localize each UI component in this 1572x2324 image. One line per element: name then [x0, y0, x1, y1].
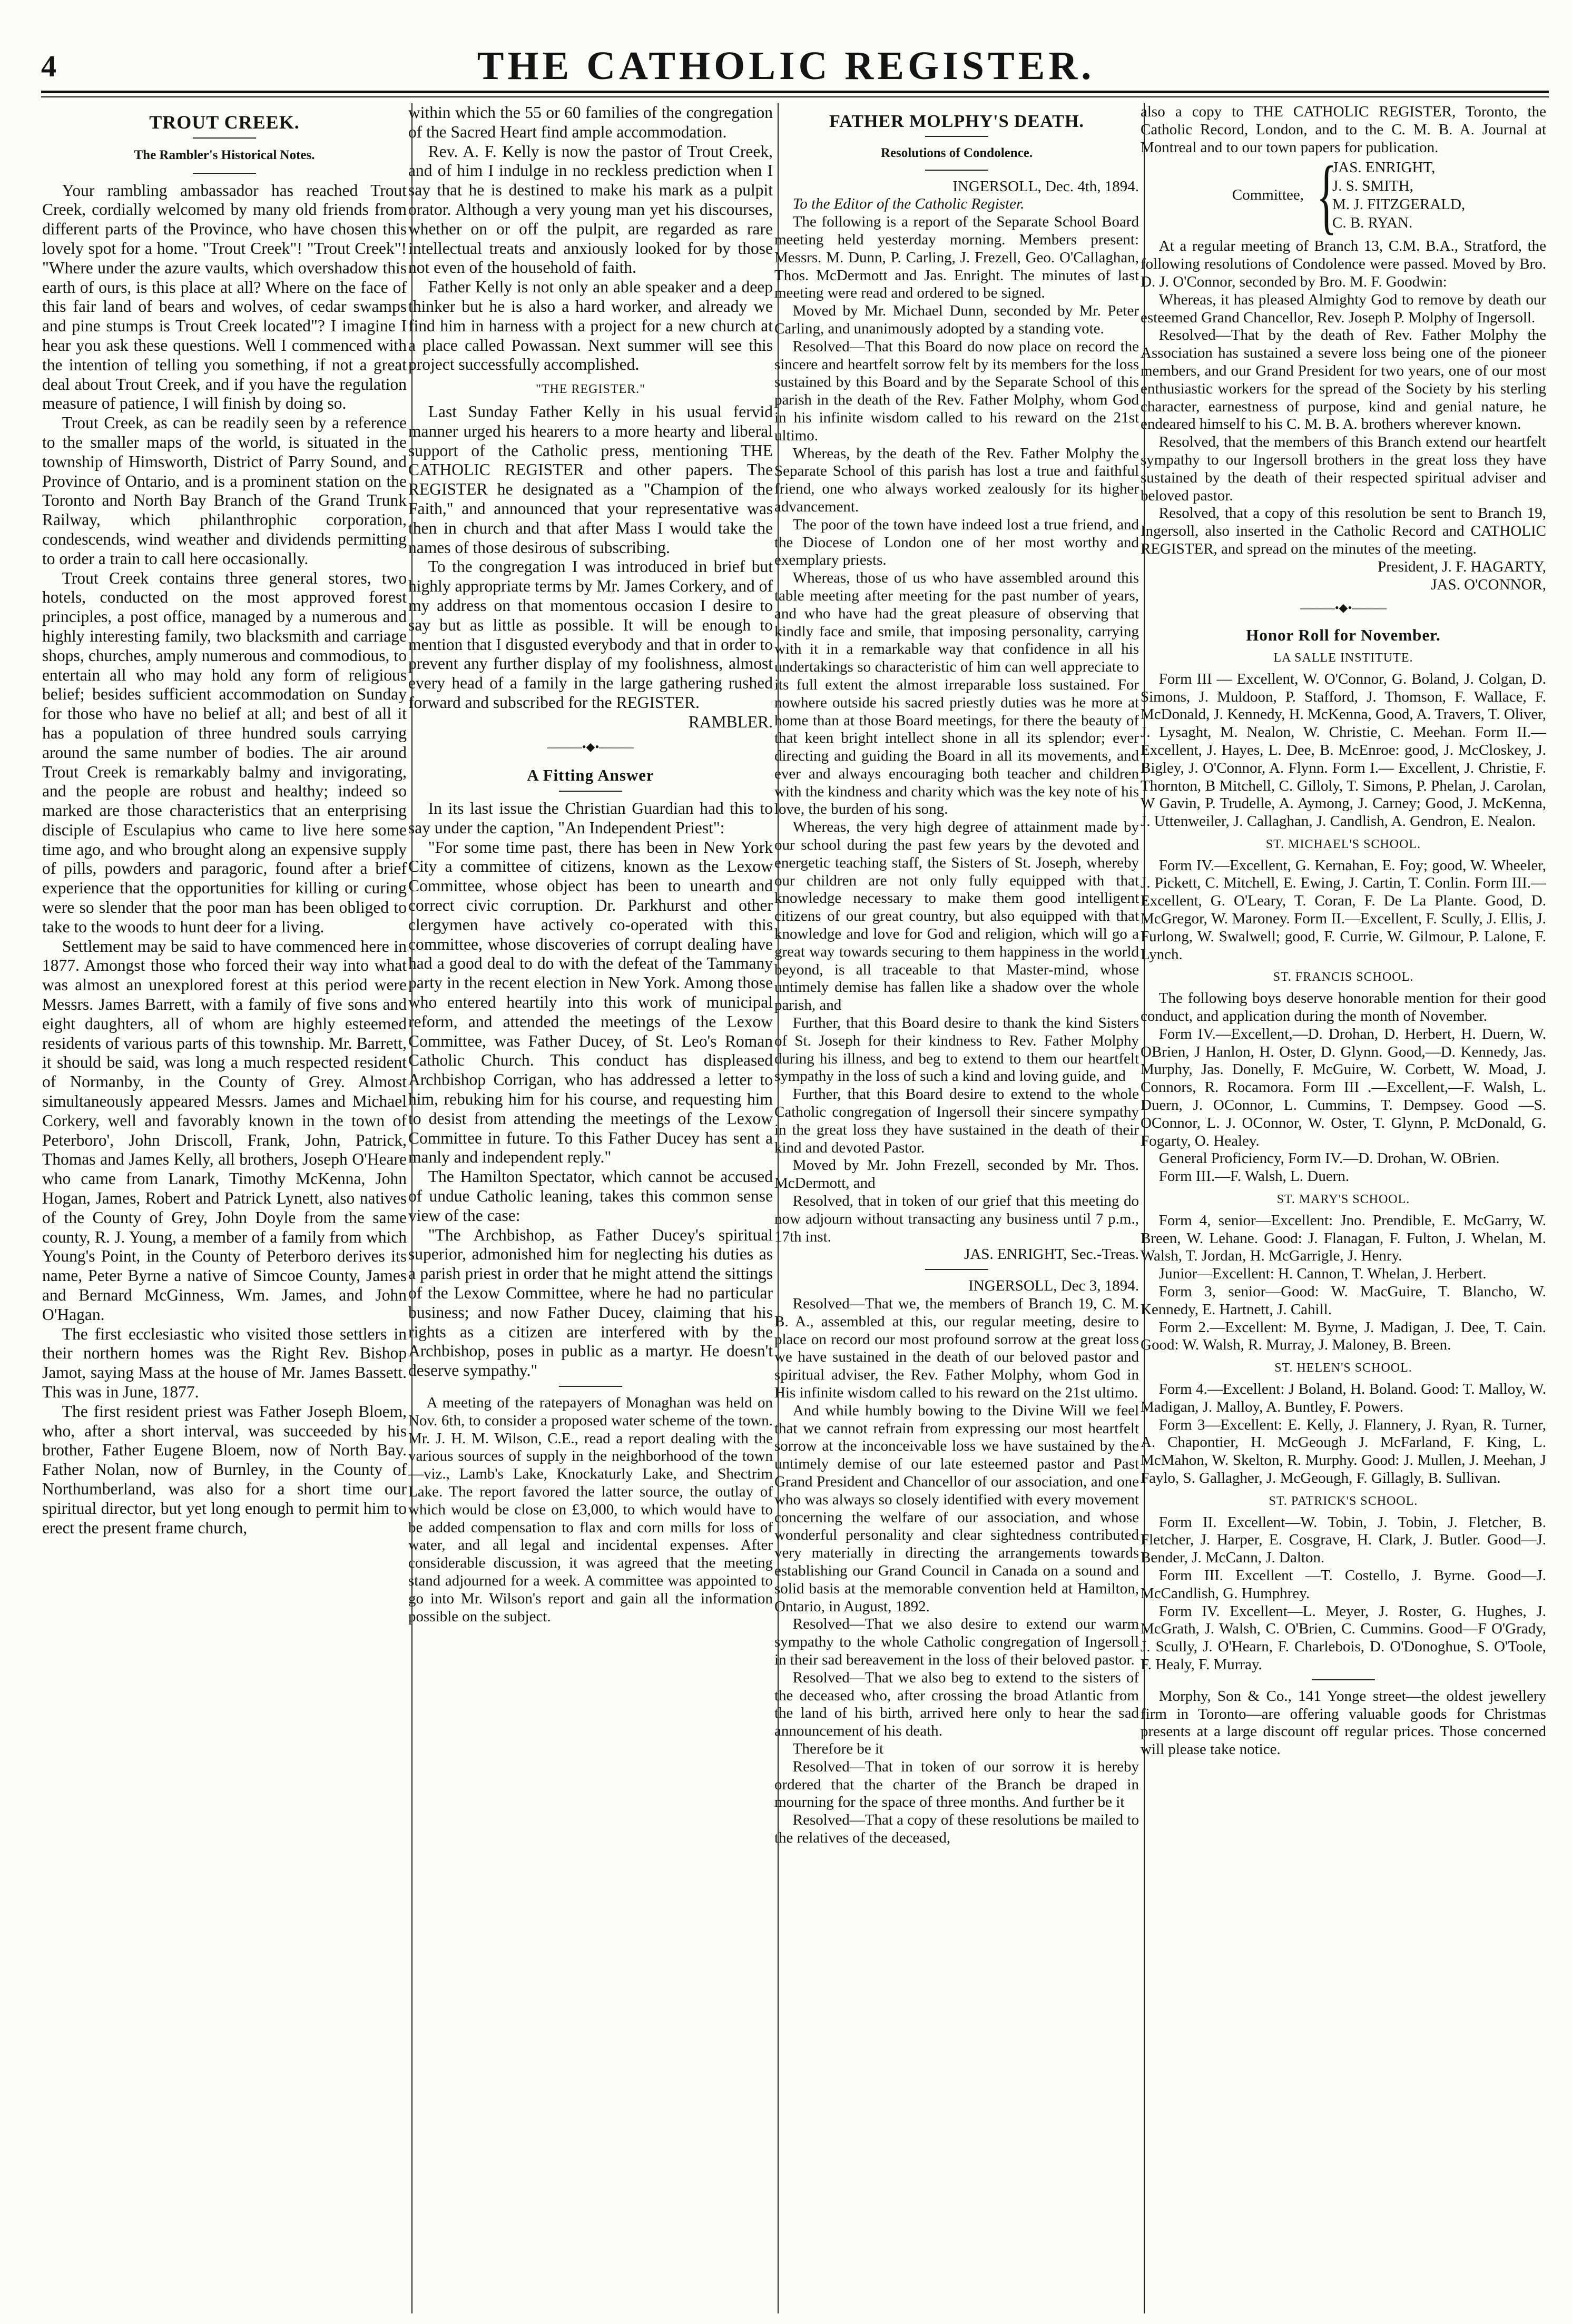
paragraph: Therefore be it: [792, 1740, 884, 1757]
school-heading: LA SALLE INSTITUTE.: [1273, 651, 1413, 665]
paragraph: Whereas, it has pleased Almighty God to remove by death our esteemed Grand Chancellor, Rev. Joseph P. Molphy of Ingersoll.: [1141, 291, 1546, 326]
paragraph: Father Kelly is not only an able speaker and a deep thinker but he is also a hard worker, and already we find him in harness with a project for a new church at a place called Powassan. Next summer will see this project successfully accomplished.: [408, 278, 773, 374]
paragraph: The following is a report of the Separate School Board meeting held yesterday morning. Members present: Messrs. M. Dunn, P. Carling, J. Frezell, Geo. O'Callaghan, Thos. McDermott and Jas. Enright. The minutes of last meeting were read and ordered to be signed.: [774, 213, 1139, 302]
column-4: [1141, 103, 1546, 2313]
paragraph: The Hamilton Spectator, which cannot be accused of undue Catholic leaning, takes this common sense view of the case:: [408, 1167, 773, 1225]
masthead-title: THE CATHOLIC REGISTER.: [477, 44, 1095, 88]
paragraph: Resolved—That we also beg to extend to the sisters of the deceased who, after crossing the broad Atlantic from the land of his birth, arrived here only to hear the sad announcement of his death.: [774, 1669, 1139, 1740]
paragraph: A meeting of the ratepayers of Monaghan was held on Nov. 6th, to consider a proposed water scheme of the town. Mr. J. H. M. Wilson, C.E., read a report dealing with the various sources of supply in the neighborhood of the town—viz., Lamb's Lake, Knockaturly Lake, and Shectrim Lake. The report favored the latter source, the outlay of which would be close on £3,000, to which would have to be added compensation to flax and corn mills for loss of water, and all legal and incidental expenses. After considerable discussion, it was agreed that the meeting stand adjourned for a week. A committee was appointed to go into Mr. Wilson's report and gain all the information possible on the subject.: [408, 1394, 773, 1625]
paragraph: To the congregation I was introduced in brief but highly appropriate terms by Mr. James Corkery, and of my address on that momentous occasion I desire to say but as little as possible. It will be enough to mention that I disgusted everybody and that in order to prevent any further display of my foolishness, almost every head of a family in the large gathering rushed forward and subscribed for the REGISTER.: [408, 557, 773, 712]
paragraph: Resolved—That by the death of Rev. Father Molphy the Association has sustained a severe loss being one of the pioneer members, and our Grand President for two years, one of our most enthusiastic workers for the spread of the Society by his sterling character, earnestness of purpose, kind and genial nature, he endeared himself to his C. M. B. A. brothers wherever known.: [1141, 327, 1546, 433]
article-title: A Fitting Answer: [527, 766, 654, 785]
paragraph: Form IV. Excellent—L. Meyer, J. Roster, G. Hughes, J. McGrath, J. Walsh, C. O'Brien, C. Cummins. Good—F O'Grady, J. Scully, J. O'Hearn, F. Charlebois, D. O'Donoghue, S. O'Toole, F. Healy, F. Murray.: [1141, 1602, 1546, 1673]
paragraph: Settlement may be said to have commenced here in 1877. Amongst those who forced their way into what was almost an unexplored forest at this period were Messrs. James Barrett, with a family of five sons and eight daughters, all of whom are highly esteemed residents of various parts of this township. Mr. Barrett, it should be said, was long a much respected resident of Normanby, in the County of Grey. Almost simultaneously appeared Messrs. James and Michael Corkery, well and favorably known in the town of Peterboro', John Driscoll, Frank, John, Patrick, Thomas and James Kelly, all brothers, Joseph O'Heare who came from Lanark, Timothy McKenna, John Hogan, James, Robert and Patrick Lynett, also natives of the County of Grey, John Doyle from the same county, R. J. Young, a member of a family from which Young's Point, in the County of Peterboro derives its name, Peter Byrne a native of Simcoe County, James and Bernard McGinness, Wm. James, and John O'Hagan.: [42, 937, 407, 1324]
title-rule: [925, 136, 988, 137]
paragraph: Whereas, the very high degree of attainment made by our school during the past few years by the devoted and energetic teaching staff, the Sisters of St. Joseph, whereby our children are not only fully equipped with that knowledge necessary to make them good intelligent citizens of our great country, but also equipped with that knowledge and love for God and religion, which will go a great way towards securing to them happiness in the world beyond, is all traceable to that Master-mind, whose untimely demise has fallen like a shadow over the whole parish, and: [774, 819, 1139, 1014]
paragraph: In its last issue the Christian Guardian had this to say under the caption, "An Independent Priest":: [408, 799, 773, 837]
title-rule: [925, 170, 988, 171]
ornament-divider: ———•◆•———: [547, 740, 634, 753]
paragraph: within which the 55 or 60 families of the congregation of the Sacred Heart find ample accommodation.: [408, 103, 773, 141]
paragraph: Resolved, that in token of our grief that this meeting do now adjourn without transacting any business until 7 p.m., 17th inst.: [774, 1193, 1139, 1245]
paragraph: Resolved—That we, the members of Branch 19, C. M. B. A., assembled at this, our regular meeting, desire to place on record our most profound sorrow at the great loss we have sustained in the death of our beloved pastor and spiritual adviser, the Rev. Father Molphy, whom God in His infinite wisdom called to his reward on the 21st ultimo.: [774, 1295, 1139, 1401]
paragraph: Last Sunday Father Kelly in his usual fervid manner urged his hearers to a more hearty and liberal support of the Catholic press, mentioning THE CATHOLIC REGISTER and other papers. The REGISTER he designated as a "Champion of the Faith," and announced that your representative was then in church and that after Mass I would take the names of those desirous of subscribing.: [408, 402, 773, 557]
paragraph: The poor of the town have indeed lost a true friend, and the Diocese of London one of her most worthy and exemplary priests.: [774, 516, 1139, 569]
paragraph: Moved by Mr. Michael Dunn, seconded by Mr. Peter Carling, and unanimously adopted by a standing vote.: [774, 302, 1139, 337]
paragraph: The first ecclesiastic who visited those settlers in their northern homes was the Right Rev. Bishop Jamot, saying Mass at the house of Mr. James Bassett. This was in June, 1877.: [42, 1324, 407, 1401]
column-1: [42, 103, 407, 2313]
paragraph: Your rambling ambassador has reached Trout Creek, cordially welcomed by many old friends from different parts of the Province, who have chosen this lovely spot for a home. "Trout Creek"! "Trout Creek"! "Where under the azure vaults, which overshadow this earth of ours, is this place at all? Where on the face of this fair land of bears and wolves, of cedar swamps and pine stumps is Trout Creek located"? I imagine I hear you ask these questions. Well I commenced with the intention of telling you something, if not a great deal about Trout Creek, and if you have the regulation measure of patience, I will finish by doing so.: [42, 181, 407, 413]
dateline: INGERSOLL, Dec 3, 1894.: [968, 1277, 1139, 1295]
paragraph: Resolved—That we also desire to extend our warm sympathy to the whole Catholic congregation of Ingersoll in their sad bereavement in the loss of their beloved pastor.: [774, 1616, 1139, 1668]
section-rule: [1312, 1679, 1375, 1680]
signature: President, J. F. HAGARTY,: [1377, 558, 1546, 575]
paragraph: Trout Creek, as can be readily seen by a reference to the smaller maps of the world, is situated in the township of Himsworth, District of Parry Sound, and Province of Ontario, and is a prominent station on the Toronto and North Bay Branch of the Grand Trunk Railway, which philanthrophic corporation, condescends, wind weather and dividends permitting to order a train to call here occasionally.: [42, 413, 407, 568]
header-rule: [41, 91, 1549, 93]
signature: JAS. ENRIGHT, Sec.-Treas.: [964, 1246, 1139, 1263]
paragraph: Resolved, that the members of this Branch extend our heartfelt sympathy to our Ingersoll brothers in the great loss they have sustained by the death of their respected spiritual adviser and beloved pastor.: [1141, 434, 1546, 504]
column-3: [774, 103, 1139, 2313]
paragraph: Resolved—That a copy of these resolutions be mailed to the relatives of the deceased,: [774, 1811, 1139, 1846]
school-heading: ST. MARY'S SCHOOL.: [1276, 1193, 1410, 1207]
paragraph: Form IV.—Excellent, G. Kernahan, E. Foy; good, W. Wheeler, J. Pickett, C. Mitchell, E. Ewing, J. Cartin, T. Conlin. Form III.—Excellent, G. O'Leary, T. Coran, F. De La Plante. Good, D. McGregor, W. Maroney. Form II.—Excellent, F. Scully, J. Ellis, J. Furlong, W. Swalwell; good, F. Currie, W. Gilmour, P. Lalone, F. Lynch.: [1141, 856, 1546, 963]
section-rule: [925, 1269, 988, 1270]
paragraph: Further, that this Board desire to thank the kind Sisters of St. Joseph for their kindness to Rev. Father Molphy during his illness, and beg to extend to them our heartfelt sympathy in the loss of such a kind and loving guide, and: [774, 1015, 1139, 1085]
paragraph: Form 3—Excellent: E. Kelly, J. Flannery, J. Ryan, R. Turner, A. Chapontier, H. McGeough J. McFarland, F. King, L. McMahon, W. Skelton, R. Murphy. Good: J. Mullen, J. Meehan, J Faylo, S. Gallagher, J. McGeough, F. Gillagly, B. Sullivan.: [1141, 1416, 1546, 1486]
paragraph: Rev. A. F. Kelly is now the pastor of Trout Creek, and of him I indulge in no reckless prediction when I say that he is destined to make his mark as a pulpit orator. Although a very young man yet his discourses, whether on or off the pulpit, are regarded as rare intellectual treats and anxiously looked for by those not even of the household of faith.: [408, 142, 773, 277]
paragraph: Junior—Excellent: H. Cannon, T. Whelan, J. Herbert.: [1158, 1265, 1487, 1283]
ornament-divider: ———•◆•———: [1300, 601, 1387, 615]
brace-glyph: {: [1316, 149, 1337, 243]
committee-member: C. B. RYAN.: [1332, 214, 1413, 232]
paragraph: Resolved—That this Board do now place on record the sincere and heartfelt sorrow felt by its members for the loss sustained by this Board and by the Separate School of this parish in the death of the Rev. Father Molphy, whom God in his infinite wisdom called to his reward on the 21st ultimo.: [774, 338, 1139, 444]
article-title: FATHER MOLPHY'S DEATH.: [829, 112, 1084, 131]
school-heading: ST. MICHAEL'S SCHOOL.: [1265, 837, 1421, 851]
paragraph: Form IV.—Excellent,—D. Drohan, D. Herbert, H. Duern, W. OBrien, J Hanlon, H. Oster, D. Glynn. Good,—D. Kennedy, Jas. Murphy, Jas. Donelly, F. McGuire, W. Corbett, W. Moad, J. Connors, R. Rocamora. Form III .—Excellent,—F. Walsh, L. Duern, J. OConnor, L. Cummins, T. Dempsey. Good —S. OConnor, L. J. OConnor, W. Oster, T. Glynn, P. McDonald, G. Fogarty, O. Healey.: [1141, 1025, 1546, 1149]
committee-names: [1332, 159, 1465, 232]
paragraph: Form II. Excellent—W. Tobin, J. Tobin, J. Fletcher, B. Fletcher, J. Harper, E. Cosgrave, H. Clark, J. Butler. Good—J. Bender, J. McCann, J. Dalton.: [1141, 1513, 1546, 1567]
paragraph: Whereas, those of us who have assembled around this table meeting after meeting for the past number of years, and who have had the great pleasure of observing that kindly face and smile, that imposing personality, carrying with it in a remarkable way that confidence in all his undertakings so characteristic of him can well appreciate to its full extent the almost irreparable loss sustained. For nowhere outside his sacred priestly duties was he more at home than at those Board meetings, for there the beauty of that keen bright intellect shone in all its splendor; ever directing and guiding the Board in all its movements, and ever and always encouraging both teacher and children with the kindness and charity which was the key note of his love, the burden of his song.: [774, 569, 1139, 818]
paragraph: Form 3, senior—Good: W. MacGuire, T. Blancho, W. Kennedy, E. Hartnett, J. Cahill.: [1141, 1283, 1546, 1318]
title-rule: [193, 137, 256, 139]
paragraph: Whereas, by the death of the Rev. Father Molphy the Separate School of this parish has lost a true and faithful friend, one who always worked zealously for its higher advancement.: [774, 445, 1139, 515]
committee-member: M. J. FITZGERALD,: [1332, 196, 1466, 213]
signature: JAS. O'CONNOR,: [1431, 576, 1546, 593]
paragraph: Form III.—F. Walsh, L. Duern.: [1158, 1168, 1350, 1185]
article-title: TROUT CREEK.: [149, 112, 300, 133]
paragraph: Resolved, that a copy of this resolution be sent to Branch 19, Ingersoll, also inserted in the Catholic Record and CATHOLIC REGISTER, and spread on the minutes of the meeting.: [1141, 505, 1546, 557]
section-rule: [559, 1386, 622, 1387]
header-rule-thin: [41, 96, 1549, 97]
paragraph: "The Archbishop, as Father Ducey's spiritual superior, admonished him for neglecting his duties as a parish priest in order that he might attend the sittings of the Lexow Committee, where he had no particular business; and now Father Ducey, claiming that his rights as a citizen are interfered with by the Archbishop, poses in public as a martyr. He doesn't deserve sympathy.": [408, 1225, 773, 1380]
title-rule: [559, 791, 622, 792]
column-2: [408, 103, 773, 2313]
paragraph: Form 4, senior—Excellent: Jno. Prendible, E. McGarry, W. Breen, W. Lehane. Good: J. Flanagan, F. Fulton, J. Whelan, M. Walsh, T. Jordan, H. McGarrigle, J. Henry.: [1141, 1212, 1546, 1265]
school-heading: ST. FRANCIS SCHOOL.: [1273, 970, 1414, 984]
paragraph: Trout Creek contains three general stores, two hotels, conducted on the most approved forest principles, a post office, managed by a numerous and highly interesting family, two blacksmith and carriage shops, churches, amply numerous and commodious, to entertain all who may hold any form of religious belief; besides sufficient accommodation on Sunday for those who have no belief at all; and best of all it has a population of three hundred souls carrying around the same number of bodies. The air around Trout Creek is remarkably balmy and invigorating, and the people are robust and healthy; indeed so marked are those characteristics that an enterprising disciple of Esculapius who came to live here some time ago, and who brought along an expensive supply of pills, powders and paragoric, found after a brief experience that the opportunities for killing or curing were so slender that the poor man has been obliged to take to the woods to hunt deer for a living.: [42, 568, 407, 936]
paragraph: General Proficiency, Form IV.—D. Drohan, W. OBrien.: [1158, 1150, 1500, 1167]
salutation: To the Editor of the Catholic Register.: [792, 195, 1025, 213]
paragraph: At a regular meeting of Branch 13, C.M. B.A., Stratford, the following resolutions of Condolence were passed. Moved by Bro. D. J. O'Connor, seconded by Bro. M. F. Goodwin:: [1141, 238, 1546, 290]
page-number: 4: [41, 49, 56, 83]
committee-label: Committee,: [1232, 186, 1304, 204]
dateline: INGERSOLL, Dec. 4th, 1894.: [952, 178, 1139, 195]
paragraph: The following boys deserve honorable mention for their good conduct, and application during the month of November.: [1141, 990, 1546, 1025]
paragraph: Further, that this Board desire to extend to the whole Catholic congregation of Ingersoll their sincere sympathy in the great loss they have sustained in the death of their kind and devoted Pastor.: [774, 1086, 1139, 1156]
school-heading: ST. PATRICK'S SCHOOL.: [1269, 1494, 1418, 1508]
paragraph: The first resident priest was Father Joseph Bloem, who, after a short interval, was succeeded by his brother, Father Eugene Bloem, now of North Bay. Father Nolan, now of Burnley, in the County of Northumberland, was also for a short time our spiritual director, but yet long enough to permit him to erect the present frame church,: [42, 1402, 407, 1537]
article-subtitle: The Rambler's Historical Notes.: [134, 147, 315, 162]
paragraph: Morphy, Son & Co., 141 Yonge street—the oldest jewellery firm in Toronto—are offering valuable goods for Christmas presents at a large discount off regular prices. Those concerned will please take notice.: [1141, 1687, 1546, 1758]
committee-member: JAS. ENRIGHT,: [1332, 159, 1436, 176]
paragraph: Resolved—That in token of our sorrow it is hereby ordered that the charter of the Branch be draped in mourning for the space of three months. And further be it: [774, 1758, 1139, 1811]
school-heading: ST. HELEN'S SCHOOL.: [1274, 1361, 1412, 1375]
paragraph: "For some time past, there has been in New York City a committee of citizens, known as the Lexow Committee, whose object has been to unearth and correct civic corruption. Dr. Parkhurst and other clergymen have actively co-operated with this committee, whose discoveries of corrupt dealing have had a good deal to do with the defeat of the Tammany party in the recent election in New York. Among those who entered heartily into this work of municipal reform, and attended the meetings of the Lexow Committee, was Father Ducey, of St. Leo's Roman Catholic Church. This conduct has displeased Archbishop Corrigan, who has addressed a letter to him, rebuking him for his course, and requesting him to desist from attending the meetings of the Lexow Committee in future. To this Father Ducey has sent a manly and independent reply.": [408, 838, 773, 1167]
paragraph: Form 4.—Excellent: J Boland, H. Boland. Good: T. Malloy, W. Madigan, J. Malloy, A. Buntley, F. Powers.: [1141, 1381, 1546, 1415]
article-subtitle: Resolutions of Condolence.: [880, 145, 1033, 160]
section-heading: "THE REGISTER.": [536, 382, 645, 397]
article-title: Honor Roll for November.: [1246, 626, 1441, 645]
paragraph: also a copy to THE CATHOLIC REGISTER, Toronto, the Catholic Record, London, and to the C. M. B. A. Journal at Montreal and to our town papers for publication.: [1141, 103, 1546, 156]
paragraph: And while humbly bowing to the Divine Will we feel that we cannot refrain from expressing our most heartfelt sorrow at the inconceivable loss we have sustained by the untimely demise of our late esteemed pastor and Past Grand President and Chancellor of our association, and one who was always so closely identified with every movement concerning the welfare of our association, and whose wonderful personality and clear sightedness contributed very materially in directing the arrangements towards establishing our Grand Council in Canada on a sound and solid basis at the memorable convention held at Hamilton, Ontario, in August, 1892.: [774, 1402, 1139, 1615]
paragraph: Form III — Excellent, W. O'Connor, G. Boland, J. Colgan, D. Simons, J. Muldoon, P. Stafford, J. Thomson, F. Wallace, F. McDonald, J. Kennedy, H. McKenna, Good, A. Travers, T. Oliver, J. Lysaght, M. Nealon, W. Christie, C. Meehan. Form II.—Excellent, J. Hayes, L. Dee, B. McEnroe: good, J. McCloskey, J. Bigley, J. O'Connor, A. Flynn. Form I.— Excellent, J. Christie, F. Thornton, B Mitchell, C. Gilloly, T. Simons, P. Phelan, J. Carolan, W Gavin, P. Trudelle, A. Aymong, J. Carney; Good, J. McKenna, J. Uttenweiler, J. Callaghan, J. Candlish, A. Gendron, E. Nealon.: [1141, 670, 1546, 830]
committee-signatures: [1141, 149, 1546, 243]
paragraph: Form III. Excellent —T. Costello, J. Byrne. Good—J. McCandlish, G. Humphrey.: [1141, 1567, 1546, 1602]
signature: RAMBLER.: [688, 712, 773, 731]
committee-member: J. S. SMITH,: [1332, 178, 1413, 195]
title-rule: [193, 173, 256, 174]
paragraph: Form 2.—Excellent: M. Byrne, J. Madigan, J. Dee, T. Cain. Good: W. Walsh, R. Murray, J. Maloney, B. Breen.: [1141, 1318, 1546, 1354]
paragraph: Moved by Mr. John Frezell, seconded by Mr. Thos. McDermott, and: [774, 1157, 1139, 1192]
